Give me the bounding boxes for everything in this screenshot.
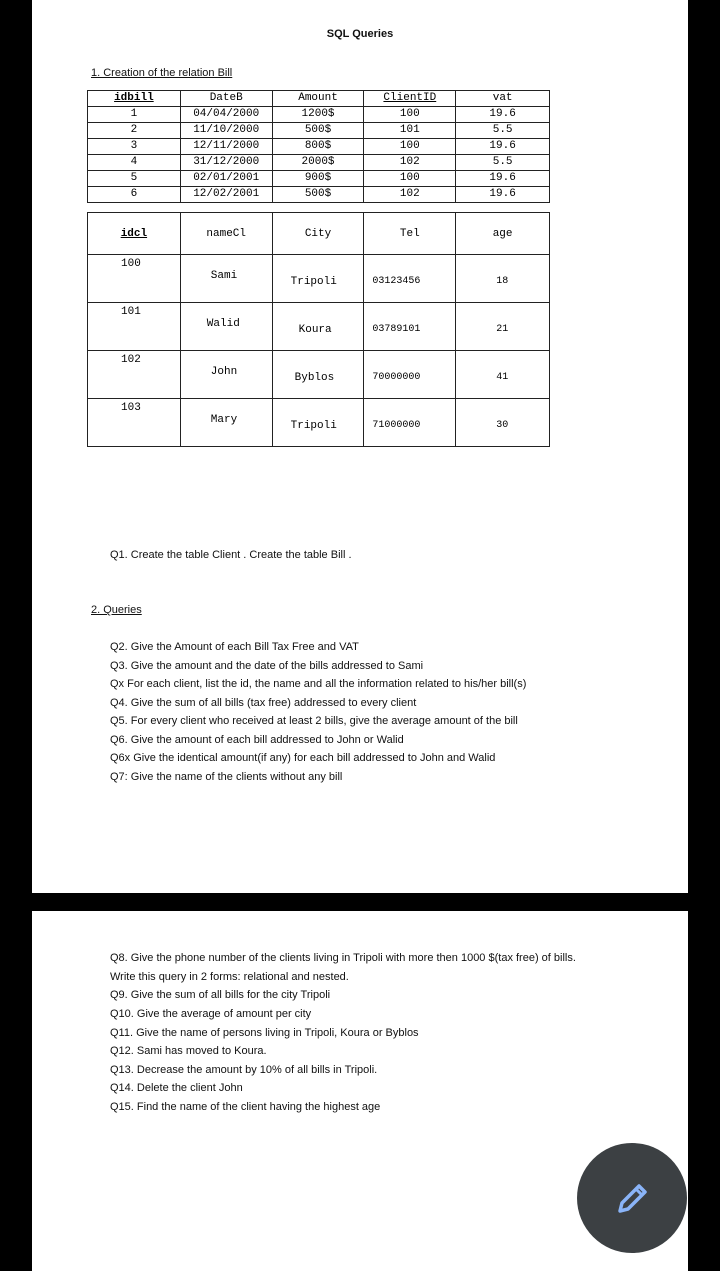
client-cell-wrap bbox=[88, 351, 181, 399]
bill-header-row bbox=[88, 91, 550, 107]
pencil-icon bbox=[612, 1178, 652, 1218]
table-row bbox=[88, 171, 550, 187]
bill-cell: 100 bbox=[364, 171, 456, 187]
bill-cell: 2000$ bbox=[272, 155, 364, 171]
bill-cell: 900$ bbox=[272, 171, 364, 187]
question-q1: Q1. Create the table Client . Create the table Bill . bbox=[110, 549, 352, 561]
table-row bbox=[88, 351, 550, 399]
client-cell-city: Tripoli bbox=[290, 420, 337, 432]
client-cell-wrap bbox=[456, 399, 550, 447]
bill-cell: 100 bbox=[364, 107, 456, 123]
bill-cell: 12/11/2000 bbox=[180, 139, 272, 155]
bill-cell: 500$ bbox=[272, 123, 364, 139]
question-item: Q13. Decrease the amount by 10% of all bills in Tripoli. bbox=[110, 1064, 378, 1076]
client-cell-id: 103 bbox=[121, 402, 141, 414]
client-header-row bbox=[88, 213, 550, 255]
bill-cell: 11/10/2000 bbox=[180, 123, 272, 139]
client-cell-id: 102 bbox=[121, 354, 141, 366]
client-cell-tel: 03789101 bbox=[372, 324, 421, 335]
bill-cell: 19.6 bbox=[456, 187, 550, 203]
client-cell-wrap bbox=[364, 255, 456, 303]
client-cell-wrap bbox=[272, 399, 364, 447]
client-header-age: age bbox=[456, 213, 550, 255]
question-item: Q15. Find the name of the client having the highest age bbox=[110, 1101, 381, 1113]
document-page-1 bbox=[32, 0, 688, 893]
question-item: Qx For each client, list the id, the name and all the information related to his/her bill(s) bbox=[110, 678, 527, 690]
client-cell-wrap bbox=[272, 303, 364, 351]
client-cell-age: 21 bbox=[496, 324, 509, 335]
table-row bbox=[88, 187, 550, 203]
edit-fab-button[interactable] bbox=[577, 1143, 687, 1253]
table-row bbox=[88, 123, 550, 139]
client-cell-wrap bbox=[88, 303, 181, 351]
client-cell-city: Koura bbox=[298, 324, 332, 336]
bill-cell: 2 bbox=[88, 123, 181, 139]
client-cell-age: 18 bbox=[496, 276, 509, 287]
client-cell-wrap bbox=[180, 303, 272, 351]
bill-cell: 04/04/2000 bbox=[180, 107, 272, 123]
client-cell-id: 101 bbox=[121, 306, 141, 318]
client-cell-wrap bbox=[456, 351, 550, 399]
bill-cell: 800$ bbox=[272, 139, 364, 155]
client-table bbox=[87, 212, 550, 447]
table-row bbox=[88, 303, 550, 351]
bill-cell: 1200$ bbox=[272, 107, 364, 123]
client-cell-name: Mary bbox=[210, 414, 238, 426]
client-header-tel: Tel bbox=[364, 213, 456, 255]
bill-cell: 31/12/2000 bbox=[180, 155, 272, 171]
table-row bbox=[88, 399, 550, 447]
client-cell-age: 41 bbox=[496, 372, 509, 383]
client-cell-wrap bbox=[180, 399, 272, 447]
client-cell-tel: 70000000 bbox=[372, 372, 421, 383]
question-item: Q6x Give the identical amount(if any) for each bill addressed to John and Walid bbox=[110, 752, 496, 764]
bill-cell: 5.5 bbox=[456, 123, 550, 139]
client-cell-wrap bbox=[88, 255, 181, 303]
table-row bbox=[88, 155, 550, 171]
bill-header-amount: Amount bbox=[272, 91, 364, 107]
client-cell-name: Walid bbox=[206, 318, 240, 330]
client-cell-wrap bbox=[364, 303, 456, 351]
bill-header-dateb: DateB bbox=[180, 91, 272, 107]
bill-header-vat: vat bbox=[456, 91, 550, 107]
bill-cell: 500$ bbox=[272, 187, 364, 203]
client-cell-wrap bbox=[272, 255, 364, 303]
client-cell-wrap bbox=[364, 351, 456, 399]
question-item: Q6. Give the amount of each bill addressed to John or Walid bbox=[110, 734, 404, 746]
question-item: Q14. Delete the client John bbox=[110, 1082, 243, 1094]
client-cell-tel: 71000000 bbox=[372, 420, 421, 431]
bill-cell: 02/01/2001 bbox=[180, 171, 272, 187]
section-heading-bill: 1. Creation of the relation Bill bbox=[91, 67, 233, 79]
bill-cell: 12/02/2001 bbox=[180, 187, 272, 203]
table-row bbox=[88, 255, 550, 303]
question-item: Q11. Give the name of persons living in Tripoli, Koura or Byblos bbox=[110, 1027, 419, 1039]
question-item: Q12. Sami has moved to Koura. bbox=[110, 1045, 267, 1057]
client-cell-city: Byblos bbox=[294, 372, 335, 384]
question-item: Q2. Give the Amount of each Bill Tax Free and VAT bbox=[110, 641, 359, 653]
bill-cell: 102 bbox=[364, 155, 456, 171]
question-item: Q7: Give the name of the clients without any bill bbox=[110, 771, 343, 783]
bill-header-clientid: ClientID bbox=[364, 91, 456, 107]
client-cell-wrap bbox=[364, 399, 456, 447]
client-header-namecl: nameCl bbox=[180, 213, 272, 255]
table-row bbox=[88, 139, 550, 155]
client-cell-id: 100 bbox=[121, 258, 141, 270]
client-cell-age: 30 bbox=[496, 420, 509, 431]
bill-cell: 19.6 bbox=[456, 171, 550, 187]
question-item: Write this query in 2 forms: relational and nested. bbox=[110, 971, 349, 983]
bill-cell: 100 bbox=[364, 139, 456, 155]
client-cell-wrap bbox=[88, 399, 181, 447]
section-heading-queries: 2. Queries bbox=[91, 604, 142, 616]
bill-cell: 101 bbox=[364, 123, 456, 139]
question-item: Q10. Give the average of amount per city bbox=[110, 1008, 312, 1020]
bill-cell: 19.6 bbox=[456, 107, 550, 123]
question-item: Q9. Give the sum of all bills for the city Tripoli bbox=[110, 989, 331, 1001]
bill-cell: 6 bbox=[88, 187, 181, 203]
bill-cell: 5 bbox=[88, 171, 181, 187]
table-row bbox=[88, 107, 550, 123]
bill-header-idbill: idbill bbox=[88, 91, 181, 107]
client-header-idcl: idcl bbox=[88, 213, 181, 255]
bill-cell: 19.6 bbox=[456, 139, 550, 155]
client-cell-wrap bbox=[272, 351, 364, 399]
question-item: Q8. Give the phone number of the clients living in Tripoli with more then 1000 $(tax free) of bills. bbox=[110, 952, 576, 964]
bill-cell: 3 bbox=[88, 139, 181, 155]
bill-cell: 1 bbox=[88, 107, 181, 123]
bill-cell: 4 bbox=[88, 155, 181, 171]
client-cell-name: John bbox=[210, 366, 238, 378]
bill-table bbox=[87, 90, 550, 203]
bill-cell: 5.5 bbox=[456, 155, 550, 171]
question-item: Q5. For every client who received at least 2 bills, give the average amount of the bill bbox=[110, 715, 518, 727]
client-cell-wrap bbox=[180, 351, 272, 399]
client-cell-name: Sami bbox=[210, 270, 238, 282]
question-item: Q4. Give the sum of all bills (tax free) addressed to every client bbox=[110, 697, 417, 709]
client-cell-city: Tripoli bbox=[290, 276, 337, 288]
client-cell-tel: 03123456 bbox=[372, 276, 421, 287]
document-title: SQL Queries bbox=[326, 28, 394, 40]
client-cell-wrap bbox=[456, 303, 550, 351]
client-cell-wrap bbox=[456, 255, 550, 303]
client-cell-wrap bbox=[180, 255, 272, 303]
bill-cell: 102 bbox=[364, 187, 456, 203]
question-item: Q3. Give the amount and the date of the bills addressed to Sami bbox=[110, 660, 424, 672]
client-header-city: City bbox=[272, 213, 364, 255]
